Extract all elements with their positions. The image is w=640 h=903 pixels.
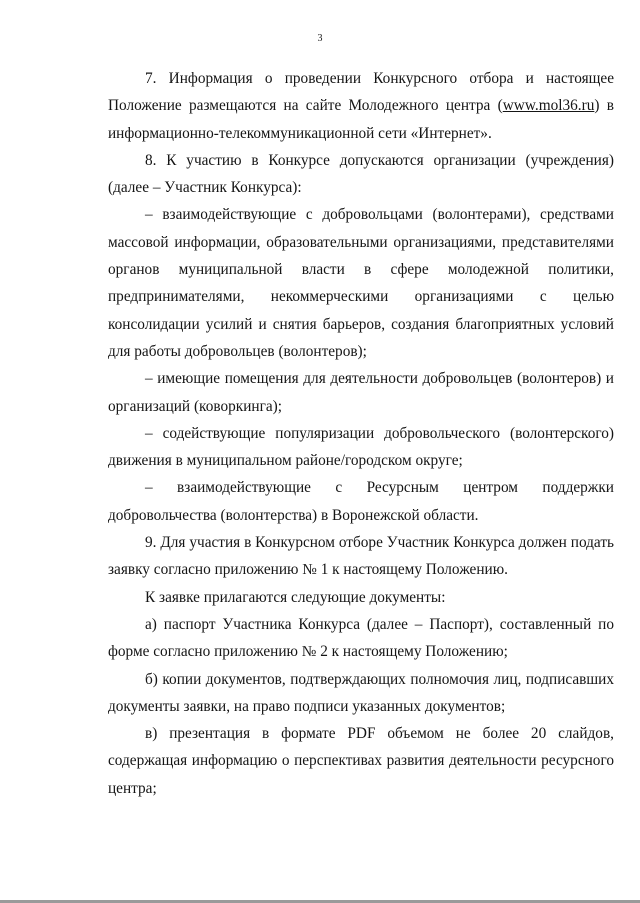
paragraph — [108, 584, 614, 611]
paragraph — [108, 420, 614, 475]
paragraph-text: 7. Информация о проведении Конкурсного отбора и настоящее Положение размещаются на сайте Молодежного центра ( — [108, 70, 614, 115]
paragraph-text: К заявке прилагаются следующие документы: — [145, 588, 446, 606]
paragraph — [108, 365, 614, 420]
page-number: 3 — [317, 33, 323, 44]
paragraph-text: 9. Для участия в Конкурсном отборе Участник Конкурса должен подать заявку согласно приложению № 1 к настоящему Положению. — [108, 534, 614, 579]
paragraph-text: ) в информационно-телекоммуникационной сети «Интернет». — [108, 97, 614, 142]
paragraph — [108, 611, 614, 666]
paragraph-text: в) презентация в формате PDF объемом не более 20 слайдов, содержащая информацию о перспективах развития деятельности ресурсного центра; — [108, 725, 614, 797]
paragraph — [108, 474, 614, 529]
paragraph-text: – содействующие популяризации добровольческого (волонтерского) движения в муниципальном районе/городском округе; — [108, 424, 614, 470]
website-link[interactable]: www.mol36.ru — [502, 97, 595, 115]
paragraph-text: а) паспорт Участника Конкурса (далее – Паспорт), составленный по форме согласно приложению № 2 к настоящему Положению; — [108, 615, 614, 661]
paragraph-text: б) копии документов, подтверждающих полномочия лиц, подписавших документы заявки, на право подписи указанных документов; — [108, 670, 614, 715]
paragraph — [108, 65, 614, 147]
paragraph — [108, 201, 614, 365]
paragraph-text: – имеющие помещения для деятельности добровольцев (волонтеров) и организаций (коворкинга); — [108, 370, 614, 415]
document-body — [108, 65, 614, 802]
paragraph — [108, 529, 614, 584]
paragraph — [108, 147, 614, 202]
paragraph — [108, 720, 614, 802]
paragraph-text: – взаимодействующие с добровольцами (волонтерами), средствами массовой информации, образовательными организациями, представителями органов муниципальной власти в сфере молодежной политики, предпринимателями, некоммерческими организациями с целью консолидации усилий и снятия барьеров, создания благоприятных условий для работы добровольцев (волонтеров); — [108, 206, 614, 360]
paragraph-text: – взаимодействующие с Ресурсным центром поддержки добровольчества (волонтерства) в Воронежской области. — [108, 479, 614, 524]
paragraph — [108, 666, 614, 721]
paragraph-text: 8. К участию в Конкурсе допускаются организации (учреждения) (далее – Участник Конкурса): — [108, 151, 614, 197]
